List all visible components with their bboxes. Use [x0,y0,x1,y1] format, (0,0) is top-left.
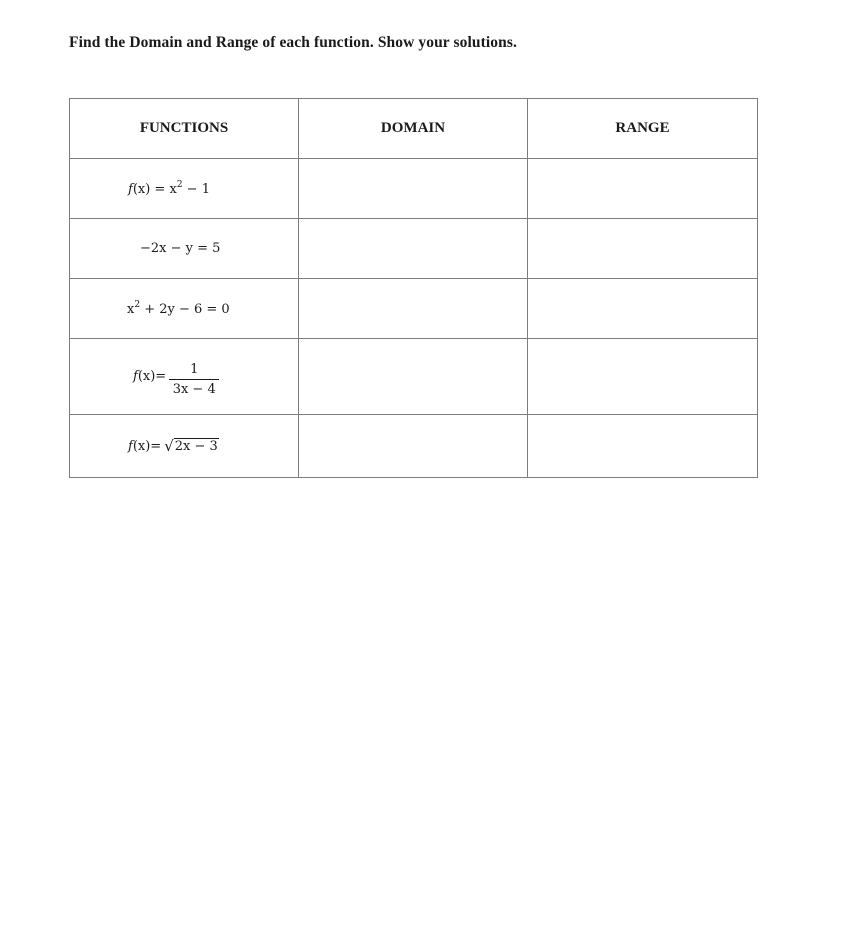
equals-sign: = [150,182,170,197]
function-cell [70,415,299,478]
domain-answer-cell[interactable] [299,339,528,415]
function-arg: (x) [132,182,151,197]
exponent: 2 [134,300,141,310]
exponent: 2 [176,180,183,190]
equals-sign: = [155,369,167,384]
domain-answer-cell[interactable] [299,159,528,219]
square-root-icon: √ [164,437,174,456]
function-expression: −2x − y = 5 [140,241,221,256]
range-answer-cell[interactable] [528,279,758,339]
fraction-numerator: 1 [169,362,219,380]
range-answer-cell[interactable] [528,159,758,219]
function-name: f [128,439,133,455]
function-cell [70,279,299,339]
range-answer-cell[interactable] [528,339,758,415]
expression-tail: + 2y − 6 = 0 [140,302,230,317]
table-row [70,279,758,339]
base-term: x [127,302,135,317]
header-range: RANGE [528,99,758,159]
function-name: f [128,182,133,197]
header-domain: DOMAIN [299,99,528,159]
range-answer-cell[interactable] [528,219,758,279]
table-header-row [70,99,758,159]
function-cell [70,339,299,415]
function-arg: (x) [137,369,156,384]
instructions-heading: Find the Domain and Range of each function. Show your solutions. [69,34,517,51]
base-term: x [169,182,177,197]
radical-expression [128,438,219,454]
header-functions: FUNCTIONS [70,99,299,159]
range-answer-cell[interactable] [528,415,758,478]
function-cell [70,159,299,219]
fraction [169,362,219,397]
domain-range-table [69,98,758,478]
radicand: 2x − 3 [174,438,218,454]
function-arg: (x) [132,439,151,455]
domain-answer-cell[interactable] [299,415,528,478]
table-row [70,415,758,478]
fraction-expression [133,359,219,397]
expression-tail: − 1 [182,182,210,197]
table-row [70,219,758,279]
table-row [70,339,758,415]
table-row [70,159,758,219]
fraction-denominator: 3x − 4 [172,382,216,397]
domain-answer-cell[interactable] [299,279,528,339]
function-name: f [133,369,138,384]
function-cell [70,219,299,279]
domain-answer-cell[interactable] [299,219,528,279]
equals-sign: = [150,439,162,455]
